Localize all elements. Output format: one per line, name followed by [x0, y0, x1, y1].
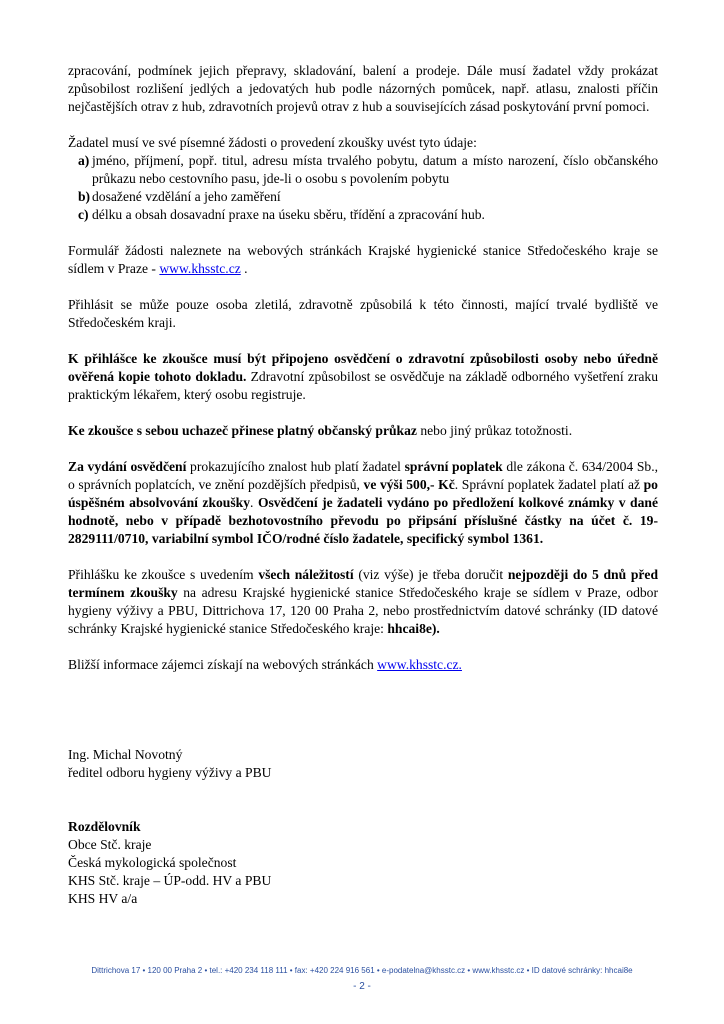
requirements-intro: Žadatel musí ve své písemné žádosti o provedení zkoušky uvést tyto údaje:	[68, 135, 477, 150]
submission-bold-1: všech náležitostí	[258, 567, 354, 582]
page-footer: Dittrichova 17 • 120 00 Praha 2 • tel.: +420 234 118 111 • fax: +420 224 916 561 • e-podatelna@khsstc.cz • www.khsstc.cz • ID datové schránky: hhcai8e	[91, 966, 633, 975]
fee-text-1: prokazujícího znalost hub platí žadatel	[186, 459, 405, 474]
submission-text-3: na adresu Krajské hygienické stanice Středočeského kraje se sídlem v Praze, odbor hygieny výživy a PBU, Dittrichova 17, 120 00 Praha 2, nebo prostřednictvím datové schránky (ID datové schránky Krajské hygienické stanice Středočeského kraje:	[68, 585, 659, 636]
website-link[interactable]: www.khsstc.cz.	[377, 657, 462, 672]
website-link[interactable]: www.khsstc.cz	[159, 261, 241, 276]
list-marker: c)	[78, 207, 89, 222]
submission-text-1: Přihlášku ke zkoušce s uvedením	[68, 567, 259, 582]
distribution-item: Obce Stč. kraje	[68, 837, 152, 852]
submission-text-2: (viz výše) je třeba doručit	[353, 567, 508, 582]
submission-bold-2: nejpozději do 5 dnů před termínem zkoušky	[68, 567, 659, 600]
signature-block	[68, 746, 658, 782]
document-body	[68, 62, 658, 908]
list-marker: a)	[78, 153, 90, 168]
submission-bold-3: hhcai8e).	[387, 621, 440, 636]
list-item-text: jméno, příjmení, popř. titul, adresu místa trvalého pobytu, datum a místo narození, číslo občanského průkazu nebo cestovního pasu, jde-li o osobu s povolením pobytu	[92, 153, 658, 186]
requirements-list	[68, 152, 658, 224]
list-marker: b)	[78, 189, 91, 204]
fee-bold-4: po úspěšném absolvování zkoušky	[68, 477, 658, 510]
paragraph-application-requirements	[68, 134, 658, 224]
signature-role: ředitel odboru hygieny výživy a PBU	[68, 765, 272, 780]
id-card-text: nebo jiný průkaz totožnosti.	[416, 423, 573, 438]
list-item-text: dosažené vzdělání a jeho zaměření	[92, 189, 281, 204]
distribution-item: KHS Stč. kraje – ÚP-odd. HV a PBU	[68, 873, 272, 888]
id-card-bold: Ke zkoušce s sebou uchazeč přinese platný občanský průkaz	[68, 423, 417, 438]
distribution-title	[68, 818, 658, 836]
fee-bold-3: ve výši 500,- Kč	[363, 477, 455, 492]
health-certificate-bold: K přihlášce ke zkoušce musí být připojeno osvědčení o zdravotní způsobilosti osoby nebo úředně ověřená kopie tohoto dokladu.	[68, 351, 658, 384]
paragraph-id-card	[68, 422, 658, 440]
fee-text-2: dle zákona č. 634/2004 Sb., o správních poplatcích, ve znění pozdějších předpisů,	[68, 459, 658, 492]
distribution-block	[68, 818, 658, 908]
list-item	[68, 188, 658, 206]
form-text-end: .	[240, 261, 248, 276]
paragraph-more-info	[68, 656, 658, 674]
paragraph-submission	[68, 566, 658, 638]
paragraph-health-certificate	[68, 350, 658, 404]
distribution-item: Česká mykologická společnost	[68, 855, 237, 870]
paragraph-fee	[68, 458, 658, 548]
paragraph-processing: zpracování, podmínek jejich přepravy, skladování, balení a prodeje. Dále musí žadatel vždy prokázat způsobilost rozlišení jedlých a jedovatých hub podle názorných pomůcek, např. atlasu, znalosti příčin nejčastějších otrav z hub, zdravotních projevů otrav z hub a souvisejících zásad poskytování první pomoci.	[68, 63, 658, 114]
page-number: - 2 -	[353, 981, 371, 992]
list-item	[68, 152, 658, 188]
more-info-text: Bližší informace zájemci získají na webových stránkách	[68, 657, 378, 672]
fee-bold-2: správní poplatek	[404, 459, 503, 474]
signature-name: Ing. Michal Novotný	[68, 747, 183, 762]
fee-bold-1: Za vydání osvědčení	[68, 459, 187, 474]
list-item-text: délku a obsah dosavadní praxe na úseku sběru, třídění a zpracování hub.	[92, 207, 485, 222]
fee-text-4: .	[250, 495, 258, 510]
distribution-item: KHS HV a/a	[68, 891, 138, 906]
paragraph-form-link	[68, 242, 658, 278]
fee-text-3: . Správní poplatek žadatel platí až	[454, 477, 644, 492]
distribution-title-text: Rozdělovník	[68, 819, 141, 834]
form-text: Formulář žádosti naleznete na webových stránkách Krajské hygienické stanice Středočeského kraje se sídlem v Praze -	[68, 243, 658, 276]
paragraph-eligibility: Přihlásit se může pouze osoba zletilá, zdravotně způsobilá k této činnosti, mající trvalé bydliště ve Středočeském kraji.	[68, 297, 658, 330]
fee-bold-5: Osvědčení je žadateli vydáno po předložení kolkové známky v dané hodnotě, nebo v případě bezhotovostního převodu po připsání příslušné částky na účet č. 19-2829111/0710, variabilní symbol IČO/rodné číslo žadatele, specifický symbol 1361.	[68, 495, 659, 546]
health-certificate-text: Zdravotní způsobilost se osvědčuje na základě odborného vyšetření zraku praktickým lékařem, který osobu registruje.	[68, 369, 658, 402]
list-item	[68, 206, 658, 224]
